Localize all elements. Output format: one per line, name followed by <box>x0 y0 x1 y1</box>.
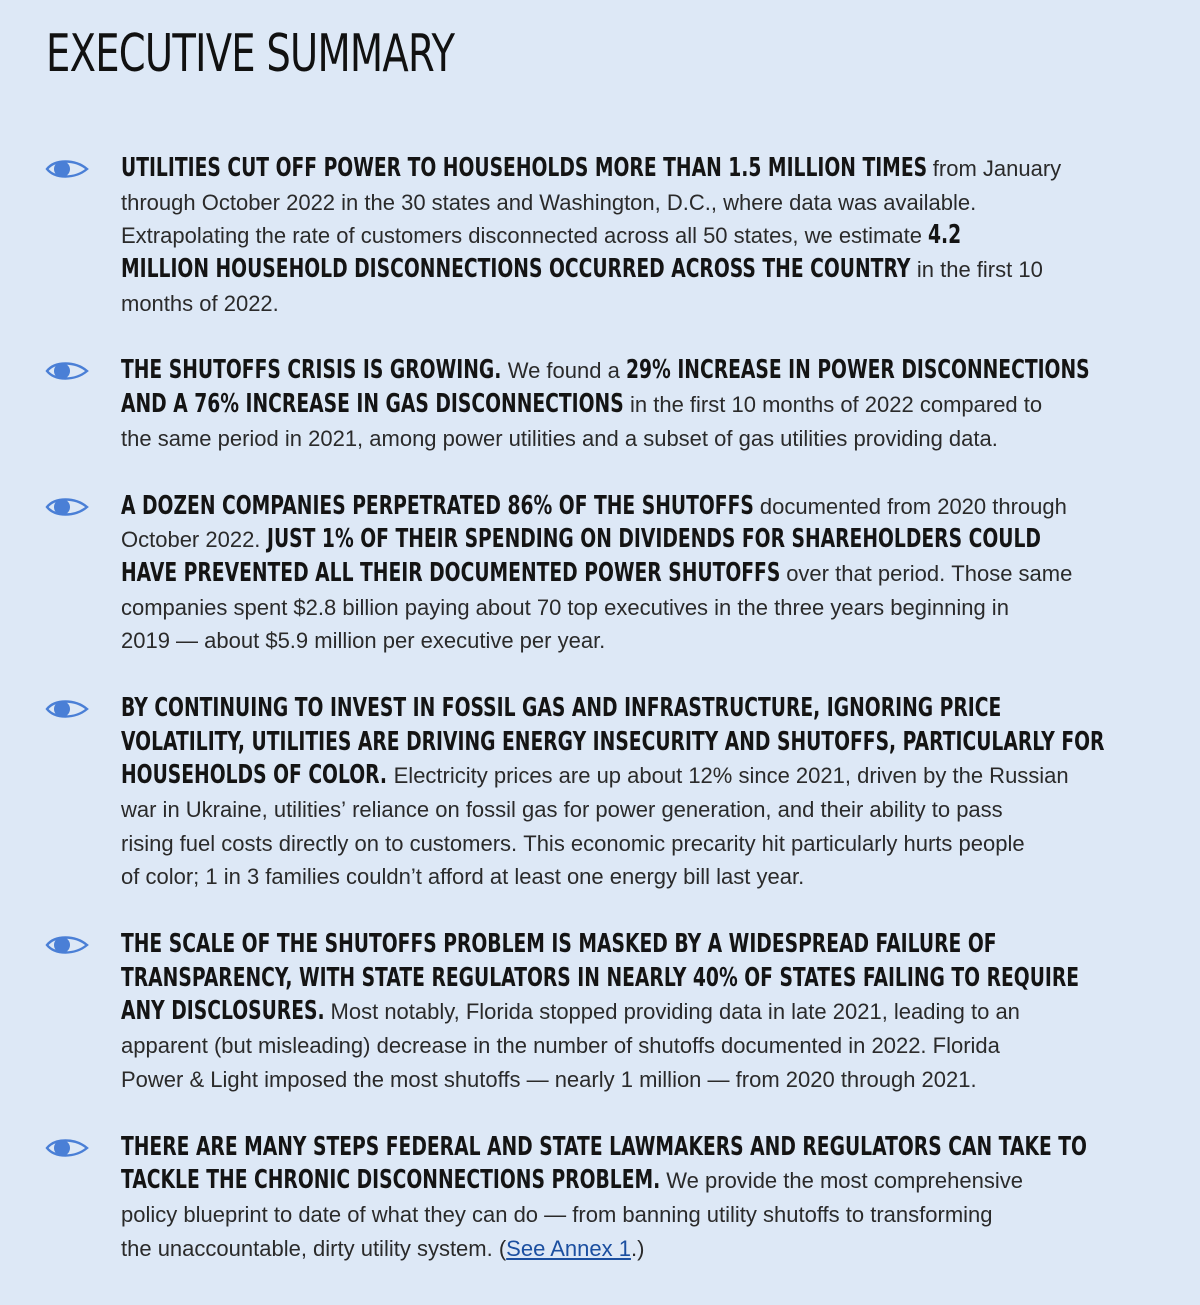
headline-text: TACKLE THE CHRONIC DISCONNECTIONS PROBLEM. <box>121 1165 661 1196</box>
body-text: over that period. Those same <box>780 560 1073 586</box>
headline-text: BY CONTINUING TO INVEST IN FOSSIL GAS AND INFRASTRUCTURE, IGNORING PRICE <box>121 692 1002 723</box>
body-text: Power & Light imposed the most shutoffs — nearly 1 million — from 2020 through 2021. <box>121 1066 977 1092</box>
annex-link[interactable]: See Annex 1 <box>506 1235 631 1261</box>
text-line <box>121 557 1160 591</box>
text-line <box>121 1164 1160 1198</box>
body-text: We provide the most comprehensive <box>660 1168 1023 1194</box>
body-text: rising fuel costs directly on to customers. This economic precarity hit particularly hurts people <box>121 830 1025 856</box>
body-text: from January <box>926 156 1062 181</box>
text-line <box>121 1232 1160 1266</box>
eye-bullet-icon <box>45 933 89 957</box>
headline-text: HOUSEHOLDS OF COLOR. <box>121 760 388 791</box>
body-text: through October 2022 in the 30 states and Washington, D.C., where data was available. <box>121 189 977 215</box>
text-line <box>121 860 1160 894</box>
summary-item <box>46 152 1160 320</box>
headline-text: MILLION HOUSEHOLD DISCONNECTIONS OCCURRED ACROSS THE COUNTRY <box>121 254 911 285</box>
headline-text: THE SCALE OF THE SHUTOFFS PROBLEM IS MASKED BY A WIDESPREAD FAILURE OF <box>121 929 997 960</box>
body-text: documented from 2020 through <box>753 493 1067 519</box>
page-title: EXECUTIVE SUMMARY <box>46 24 455 84</box>
body-text: Electricity prices are up about 12% since 2021, driven by the Russian <box>387 763 1069 789</box>
summary-item <box>46 1131 1160 1266</box>
text-line <box>121 152 1160 186</box>
body-text: policy blueprint to date of what they can do — from banning utility shutoffs to transforming <box>121 1201 993 1227</box>
eye-bullet-icon <box>45 495 89 519</box>
text-line <box>121 591 1160 625</box>
headline-text: 29% INCREASE IN POWER DISCONNECTIONS <box>625 355 1090 386</box>
headline-text: JUST 1% OF THEIR SPENDING ON DIVIDENDS FOR SHAREHOLDERS COULD <box>266 524 1041 555</box>
text-line <box>121 793 1160 827</box>
body-text: .) <box>630 1235 645 1261</box>
eye-bullet-icon <box>45 157 89 181</box>
text-line <box>121 422 1160 456</box>
headline-text: TRANSPARENCY, WITH STATE REGULATORS IN NEARLY 40% OF STATES FAILING TO REQUIRE <box>121 962 1080 993</box>
body-text: apparent (but misleading) decrease in the number of shutoffs documented in 2022. Florida <box>121 1033 1000 1059</box>
headline-text: ANY DISCLOSURES. <box>121 996 325 1027</box>
text-line <box>121 287 1160 321</box>
summary-item <box>46 928 1160 1096</box>
body-text: Extrapolating the rate of customers disconnected across all 50 states, we estimate <box>121 223 929 249</box>
text-line <box>121 490 1160 524</box>
body-text: in the first 10 <box>910 257 1043 283</box>
body-text: the unaccountable, dirty utility system. ( <box>121 1235 507 1261</box>
headline-text: AND A 76% INCREASE IN GAS DISCONNECTIONS <box>121 389 624 420</box>
summary-list <box>46 152 1160 1265</box>
headline-text: THERE ARE MANY STEPS FEDERAL AND STATE LAWMAKERS AND REGULATORS CAN TAKE TO <box>121 1131 1087 1162</box>
text-line <box>121 1063 1160 1097</box>
eye-bullet-icon <box>45 1136 89 1160</box>
summary-item <box>46 692 1160 894</box>
summary-item <box>46 354 1160 455</box>
text-line <box>121 219 1160 253</box>
text-line <box>121 253 1160 287</box>
headline-text: UTILITIES CUT OFF POWER TO HOUSEHOLDS MORE THAN 1.5 MILLION TIMES <box>121 153 928 183</box>
headline-text: THE SHUTOFFS CRISIS IS GROWING. <box>121 355 502 386</box>
eye-bullet-icon <box>45 359 89 383</box>
body-text: We found a <box>501 358 626 384</box>
text-line <box>121 186 1160 220</box>
text-line <box>121 388 1160 422</box>
body-text: Most notably, Florida stopped providing data in late 2021, leading to an <box>324 999 1020 1025</box>
text-line <box>121 759 1160 793</box>
text-line <box>121 995 1160 1029</box>
text-line <box>121 962 1160 996</box>
text-line <box>121 1198 1160 1232</box>
text-line <box>121 624 1160 658</box>
body-text: months of 2022. <box>121 290 279 316</box>
headline-text: VOLATILITY, UTILITIES ARE DRIVING ENERGY INSECURITY AND SHUTOFFS, PARTICULARLY FOR <box>121 726 1105 757</box>
headline-text: 4.2 <box>928 220 962 251</box>
text-line <box>121 692 1160 726</box>
text-line <box>121 354 1160 388</box>
headline-text: A DOZEN COMPANIES PERPETRATED 86% OF THE SHUTOFFS <box>121 490 754 521</box>
text-line <box>121 523 1160 557</box>
text-line <box>121 1029 1160 1063</box>
eye-bullet-icon <box>45 697 89 721</box>
body-text: companies spent $2.8 billion paying about 70 top executives in the three years beginning in <box>121 594 1009 620</box>
body-text: October 2022. <box>121 527 267 553</box>
text-line <box>121 726 1160 760</box>
text-line <box>121 1131 1160 1165</box>
body-text: 2019 — about $5.9 million per executive per year. <box>121 628 606 654</box>
body-text: in the first 10 months of 2022 compared to <box>623 392 1043 418</box>
body-text: the same period in 2021, among power utilities and a subset of gas utilities providing data. <box>121 425 998 451</box>
text-line <box>121 827 1160 861</box>
body-text: war in Ukraine, utilities’ reliance on fossil gas for power generation, and their ability to pass <box>121 797 1003 822</box>
headline-text: HAVE PREVENTED ALL THEIR DOCUMENTED POWER SHUTOFFS <box>121 557 781 588</box>
summary-item <box>46 490 1160 658</box>
body-text: of color; 1 in 3 families couldn’t afford at least one energy bill last year. <box>121 864 805 890</box>
text-line <box>121 928 1160 962</box>
